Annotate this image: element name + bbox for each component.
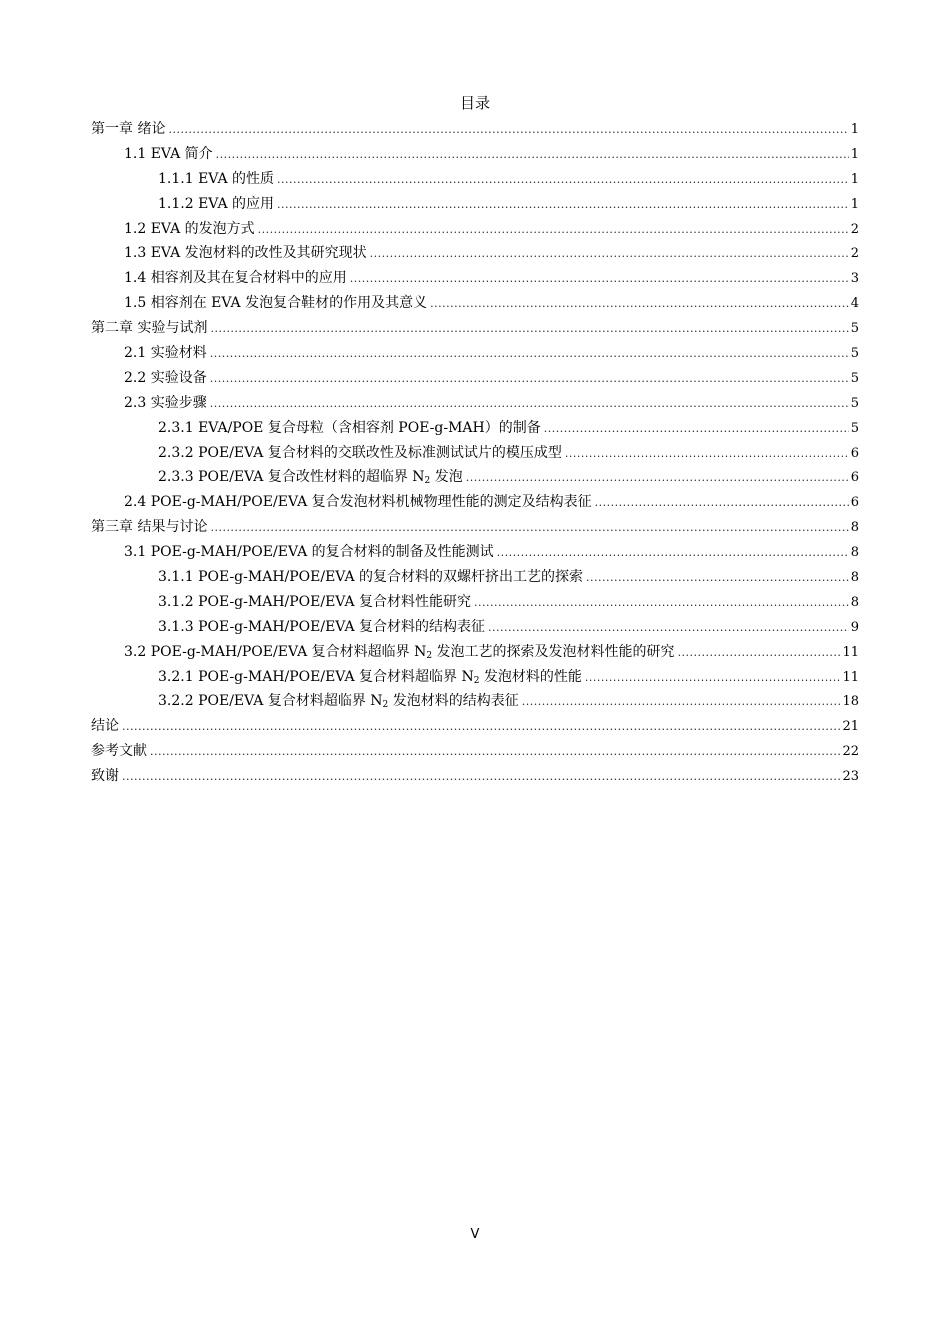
toc-entry-page: 23 — [842, 769, 859, 785]
toc-entry-page: 5 — [850, 346, 859, 362]
toc-entry-label: 2.3.2 POE/EVA 复合材料的交联改性及标准测试试片的模压成型 — [158, 444, 562, 461]
dot-leader — [277, 168, 849, 193]
dot-leader — [678, 641, 841, 666]
dot-leader — [497, 541, 849, 566]
toc-entry-label: 3.2.2 POE/EVA 复合材料超临界 $N_2$ 发泡材料的结构表征 — [158, 693, 519, 711]
toc-entry-label: 结论 — [91, 718, 119, 735]
toc-entry-page: 9 — [850, 619, 859, 635]
toc-entry[interactable] — [91, 565, 859, 590]
toc-entry-page: 18 — [842, 694, 859, 710]
dot-leader — [488, 616, 849, 641]
toc-entry[interactable] — [91, 465, 859, 490]
subscript: 2 — [424, 476, 431, 487]
toc-entry[interactable] — [91, 515, 859, 540]
toc-entry[interactable] — [91, 192, 859, 217]
toc-entry[interactable] — [91, 615, 859, 640]
toc-entry[interactable] — [91, 640, 859, 665]
toc-entry-page: 11 — [842, 669, 859, 685]
toc-entry-label: 2.3 实验步骤 — [124, 394, 207, 411]
dot-leader — [210, 392, 849, 417]
toc-entry-label: 2.2 实验设备 — [124, 369, 207, 386]
toc-entry-page: 3 — [850, 271, 859, 287]
toc-entry-page: 5 — [850, 321, 859, 337]
dot-leader — [216, 143, 849, 168]
toc-entry-label: 1.5 相容剂在 EVA 发泡复合鞋材的作用及其意义 — [124, 295, 428, 312]
toc-entry[interactable] — [91, 167, 859, 192]
toc-entry[interactable] — [91, 739, 859, 764]
dot-leader — [430, 292, 849, 317]
toc-entry-page: 8 — [850, 594, 859, 610]
toc-entry-page: 6 — [850, 445, 859, 461]
toc-entry-page: 5 — [850, 370, 859, 386]
dot-leader — [122, 765, 840, 790]
toc-entry-label: 3.2 POE-g-MAH/POE/EVA 复合材料超临界 $N_2$ 发泡工艺的探索及发泡材料性能的研究 — [124, 643, 675, 661]
toc-entry[interactable] — [91, 441, 859, 466]
toc-entry[interactable] — [91, 316, 859, 341]
toc-entry-label: 1.1.1 EVA 的性质 — [158, 170, 275, 187]
dot-leader — [350, 267, 849, 292]
dot-leader — [544, 417, 849, 442]
toc-entry-label: 2.3.1 EVA/POE 复合母粒（含相容剂 POE-g-MAH）的制备 — [158, 419, 541, 436]
dot-leader — [210, 317, 848, 342]
toc-entry-label: 2.3.3 POE/EVA 复合改性材料的超临界 $N_2$ 发泡 — [158, 469, 463, 487]
toc-entry[interactable] — [91, 217, 859, 242]
toc-entry-page: 1 — [850, 171, 859, 187]
toc-entry-label: 致谢 — [91, 768, 119, 785]
toc-entry-label: 1.4 相容剂及其在复合材料中的应用 — [124, 270, 347, 287]
toc-entry-page: 6 — [850, 495, 859, 511]
dot-leader — [370, 242, 849, 267]
toc-entry-label: 第二章 实验与试剂 — [91, 320, 208, 337]
toc-entry-page: 2 — [850, 221, 859, 237]
toc-entry-label: 2.4 POE-g-MAH/POE/EVA 复合发泡材料机械物理性能的测定及结构表征 — [124, 494, 592, 511]
toc-entry-page: 21 — [842, 719, 859, 735]
toc-entry[interactable] — [91, 416, 859, 441]
toc-entry[interactable] — [91, 142, 859, 167]
toc-entry-label: 3.1 POE-g-MAH/POE/EVA 的复合材料的制备及性能测试 — [124, 544, 494, 561]
toc-entry-label: 第三章 结果与讨论 — [91, 519, 208, 536]
toc-entry[interactable] — [91, 590, 859, 615]
dot-leader — [586, 566, 849, 591]
subscript: 2 — [426, 650, 433, 661]
toc-entry[interactable] — [91, 341, 859, 366]
toc-entry[interactable] — [91, 266, 859, 291]
toc-entry-page: 11 — [842, 644, 859, 660]
toc-entry[interactable] — [91, 291, 859, 316]
dot-leader — [595, 491, 849, 516]
toc-entry[interactable] — [91, 665, 859, 690]
toc-entry[interactable] — [91, 366, 859, 391]
subscript: 2 — [473, 675, 480, 686]
dot-leader — [474, 591, 849, 616]
toc-entry-page: 1 — [850, 196, 859, 212]
dot-leader — [466, 466, 849, 491]
dot-leader — [122, 715, 840, 740]
toc-entry-page: 5 — [850, 395, 859, 411]
dot-leader — [258, 218, 849, 243]
toc-entry[interactable] — [91, 490, 859, 515]
toc-entry-page: 1 — [850, 146, 859, 162]
toc-entry[interactable] — [91, 764, 859, 789]
toc-entry-label: 1.1.2 EVA 的应用 — [158, 195, 275, 212]
toc-entry-label: 参考文献 — [91, 743, 147, 760]
toc-entry-label: 2.1 实验材料 — [124, 345, 207, 362]
dot-leader — [522, 690, 841, 715]
toc-entry-label: 3.1.2 POE-g-MAH/POE/EVA 复合材料性能研究 — [158, 593, 472, 610]
toc-entry-label: 3.1.1 POE-g-MAH/POE/EVA 的复合材料的双螺杆挤出工艺的探索 — [158, 569, 584, 586]
toc-entry-page: 8 — [850, 570, 859, 586]
toc-entry[interactable] — [91, 391, 859, 416]
dot-leader — [150, 740, 840, 765]
toc-entry[interactable] — [91, 714, 859, 739]
dot-leader — [210, 367, 849, 392]
toc-entry[interactable] — [91, 241, 859, 266]
toc-entry[interactable] — [91, 117, 859, 142]
toc-entry[interactable] — [91, 689, 859, 714]
dot-leader — [277, 193, 849, 218]
toc-entry-page: 4 — [850, 296, 859, 312]
toc-entry-label: 1.1 EVA 简介 — [124, 145, 213, 162]
toc-entry-page: 5 — [850, 420, 859, 436]
dot-leader — [168, 118, 848, 143]
toc-entry[interactable] — [91, 540, 859, 565]
dot-leader — [565, 442, 849, 467]
dot-leader — [210, 516, 848, 541]
toc-title: 目录 — [459, 94, 490, 112]
page-number: V — [470, 1227, 480, 1242]
toc-entry-page: 6 — [850, 470, 859, 486]
toc-entry-page: 1 — [850, 122, 859, 137]
toc-entry-page: 22 — [842, 744, 859, 760]
toc-entry-page: 2 — [850, 246, 859, 262]
toc-entry-page: 8 — [850, 545, 859, 561]
toc-entry-label: 1.3 EVA 发泡材料的改性及其研究现状 — [124, 245, 367, 262]
toc-entry-page: 8 — [850, 520, 859, 536]
table-of-contents — [91, 117, 859, 789]
subscript: 2 — [382, 700, 389, 711]
toc-entry-label: 3.2.1 POE-g-MAH/POE/EVA 复合材料超临界 $N_2$ 发泡材料的性能 — [158, 668, 582, 686]
toc-entry-label: 1.2 EVA 的发泡方式 — [124, 220, 255, 237]
dot-leader — [585, 666, 841, 691]
dot-leader — [210, 342, 849, 367]
toc-entry-label: 第一章 绪论 — [91, 121, 166, 137]
toc-entry-label: 3.1.3 POE-g-MAH/POE/EVA 复合材料的结构表征 — [158, 618, 486, 635]
